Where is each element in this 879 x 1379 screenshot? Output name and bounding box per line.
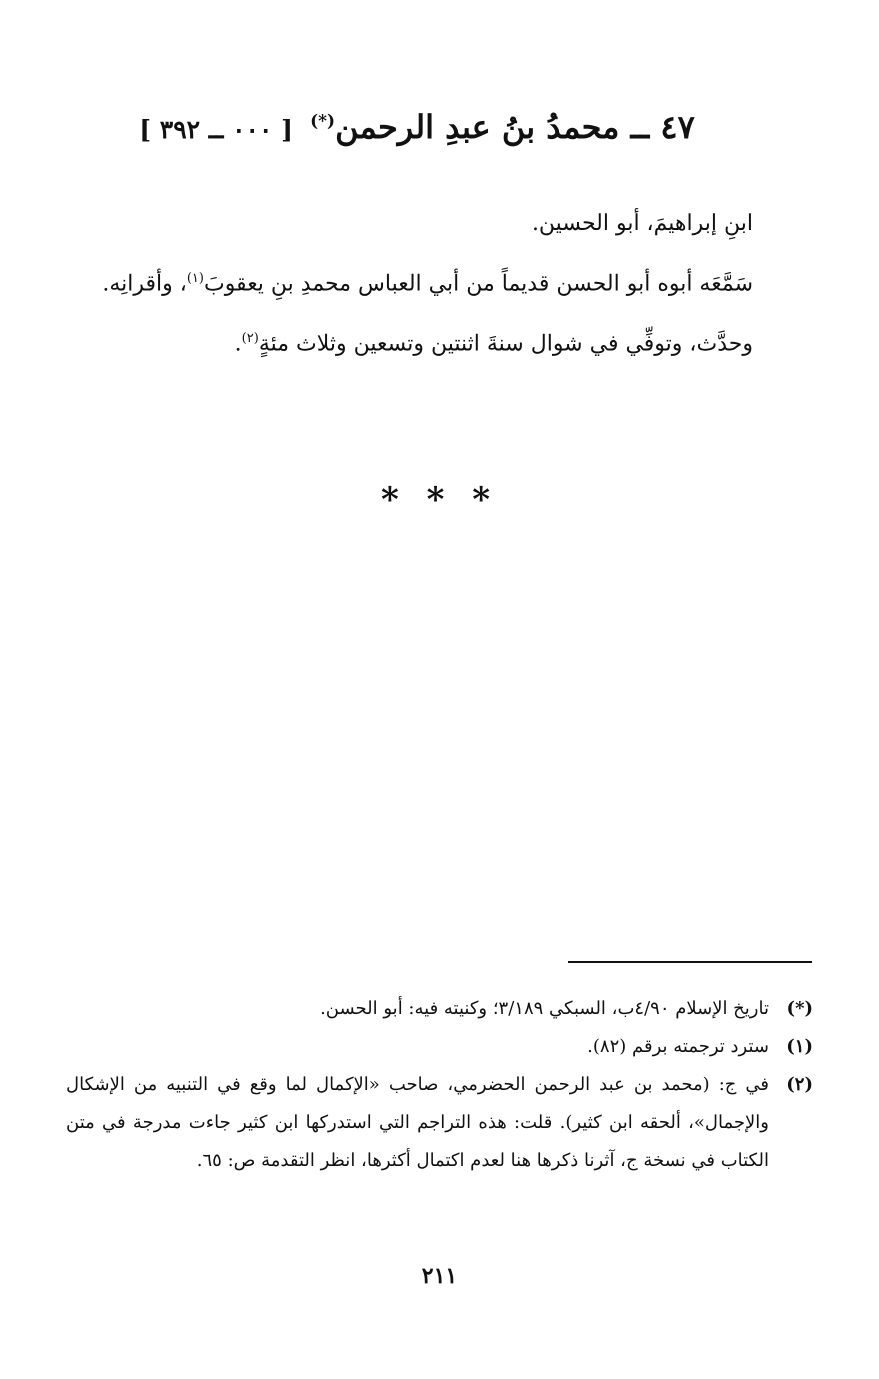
- footnotes: [66, 990, 813, 1180]
- body-paragraph-3-tail: .: [234, 331, 242, 357]
- footnote-item: [66, 990, 813, 1028]
- footnote-text: في ج: (محمد بن عبد الرحمن الحضرمي، صاحب «الإكمال لما وقع في التنبيه من الإشكال والإجمال»، ألحقه ابن كثير). قلت: هذه التراجم التي استدركها ابن كثير جاءت مدرجة في متن الكتاب في نسخة ج، آثرنا ذكرها هنا لعدم اكتمال أكثرها، انظر التقدمة ص: ٦٥.: [66, 1074, 769, 1171]
- footnote-ref-2: (٢): [241, 331, 259, 347]
- page-number: ٢١١: [421, 1263, 458, 1289]
- footnote-divider: [568, 961, 812, 963]
- footnote-text: تاريخ الإسلام ٤/٩٠ب، السبكي ٣/١٨٩؛ وكنيته فيه: أبو الحسن.: [320, 998, 769, 1019]
- footnote-item: [66, 1028, 813, 1066]
- footnote-text: سترد ترجمته برقم (٨٢).: [587, 1036, 769, 1057]
- entry-name: محمدُ بنُ عبدِ الرحمن: [335, 108, 620, 146]
- entry-body: [66, 196, 813, 372]
- footnote-marker: (*): [786, 998, 813, 1019]
- body-paragraph-2-tail: ، وأقرانِه.: [102, 271, 187, 297]
- section-separator: * * *: [380, 480, 498, 520]
- entry-dates: [ ٠٠٠ ــ ٣٩٢ ]: [139, 115, 293, 144]
- heading-footnote-ref: (*): [310, 111, 336, 132]
- footnote-marker: (٢): [786, 1074, 813, 1095]
- footnote-marker: (١): [786, 1036, 813, 1057]
- body-line-1: ابنِ إبراهيمَ، أبو الحسين.: [531, 211, 753, 236]
- entry-heading: [120, 108, 714, 146]
- body-paragraph-2: [66, 251, 813, 311]
- body-paragraph-2-text: سَمَّعَه أبوه أبو الحسن قديماً من أبي العباس محمدِ بنِ يعقوبَ: [203, 271, 753, 297]
- entry-number: ٤٧ ــ: [630, 108, 695, 146]
- footnote-ref-1: (١): [186, 271, 204, 286]
- body-paragraph-3: [66, 311, 813, 371]
- body-paragraph-3-text: وحدَّث، وتوفِّي في شوال سنةَ اثنتين وتسعين وثلاث مئةٍ: [258, 331, 753, 357]
- footnote-item: [66, 1066, 813, 1180]
